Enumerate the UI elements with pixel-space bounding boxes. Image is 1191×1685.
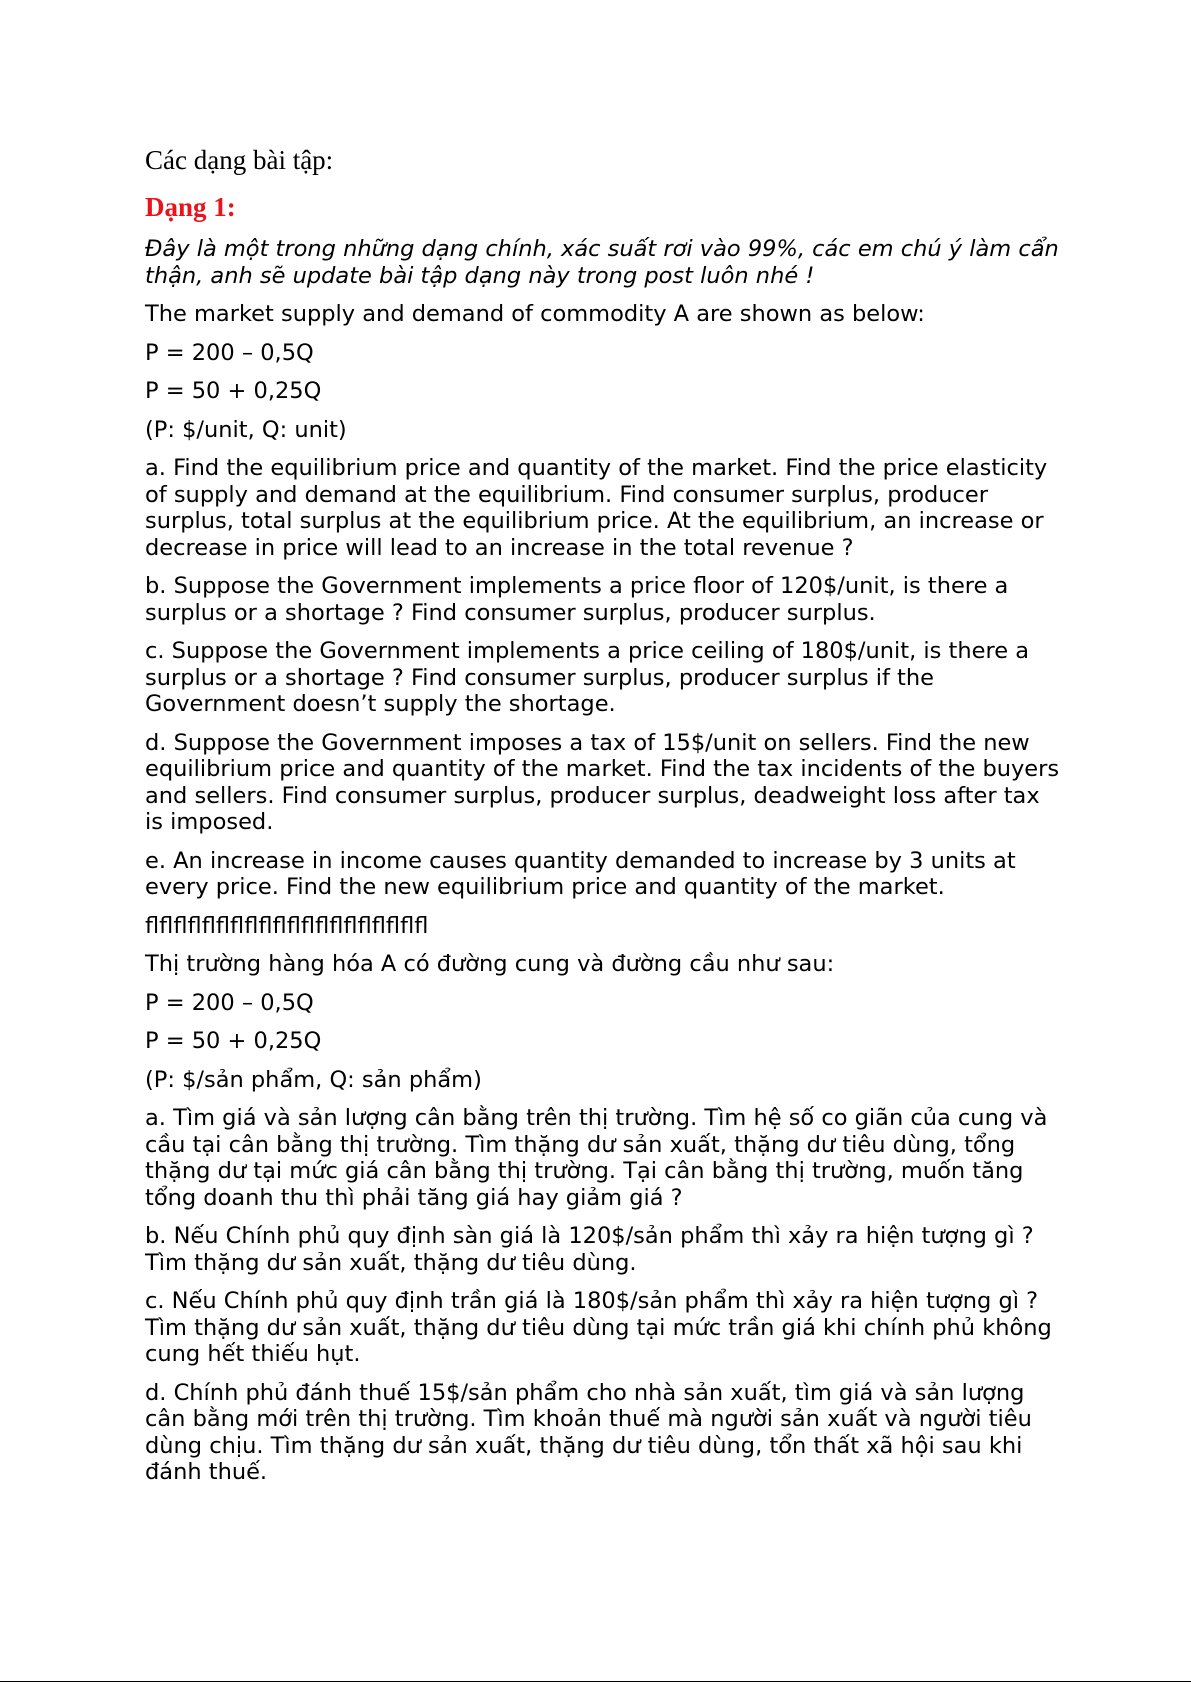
document-content [145, 143, 1060, 1498]
english-lead: The market supply and demand of commodity A are shown as below: [145, 301, 925, 327]
vietnamese-supply-equation: P = 50 + 0,25Q [145, 1028, 322, 1054]
english-question-b: b. Suppose the Government implements a price floor of 120$/unit, is there a surplus or a shortage ? Find consumer surplus, producer surplus. [145, 573, 1009, 626]
vietnamese-units: (P: $/sản phẩm, Q: sản phẩm) [145, 1066, 482, 1093]
vietnamese-question-c: c. Nếu Chính phủ quy định trần giá là 180$/sản phẩm thì xảy ra hiện tượng gì ? Tìm thặng dư sản xuất, thặng dư tiêu dùng tại mức trần giá khi chính phủ không cung hết thiếu hụt. [145, 1288, 1052, 1367]
vietnamese-question-b: b. Nếu Chính phủ quy định sàn giá là 120$/sản phẩm thì xảy ra hiện tượng gì ? Tìm thặng dư sản xuất, thặng dư tiêu dùng. [145, 1223, 1034, 1276]
english-question-c: c. Suppose the Government implements a price ceiling of 180$/unit, is there a surplus or a shortage ? Find consumer surplus, producer surplus if the Government doesn’t supply the shortage. [145, 638, 1029, 717]
vietnamese-lead: Thị trường hàng hóa A có đường cung và đường cầu như sau: [145, 951, 835, 977]
english-question-e: e. An increase in income causes quantity demanded to increase by 3 units at every price. Find the new equilibrium price and quantity of the market. [145, 847, 1016, 900]
english-units: (P: $/unit, Q: unit) [145, 416, 347, 443]
document-title: Các dạng bài tập: [145, 145, 334, 175]
english-supply-equation: P = 50 + 0,25Q [145, 378, 322, 404]
vietnamese-demand-equation: P = 200 – 0,5Q [145, 989, 314, 1016]
page-bottom-border [0, 1681, 1191, 1682]
english-question-a: a. Find the equilibrium price and quantity of the market. Find the price elasticity of supply and demand at the equilibrium. Find consumer surplus, producer surplus, total surplus at the equilibrium price. At the equilibrium, an increase or decrease in price will lead to an increase in the total revenue ? [145, 455, 1048, 561]
english-demand-equation: P = 200 – 0,5Q [145, 339, 314, 366]
section-heading: Dạng 1: [145, 192, 236, 222]
vietnamese-question-d: d. Chính phủ đánh thuế 15$/sản phẩm cho nhà sản xuất, tìm giá và sản lượng cân bằng mới trên thị trường. Tìm khoản thuế mà người sản xuất và người tiêu dùng chịu. Tìm thặng dư sản xuất, thặng dư tiêu dùng, tổn thất xã hội sau khi đánh thuế. [145, 1379, 1032, 1485]
vietnamese-question-a: a. Tìm giá và sản lượng cân bằng trên thị trường. Tìm hệ số co giãn của cung và cầu tại cân bằng thị trường. Tìm thặng dư sản xuất, thặng dư tiêu dùng, tổng thặng dư tại mức giá cân bằng thị trường. Tại cân bằng thị trường, muốn tăng tổng doanh thu thì phải tăng giá hay giảm giá ? [145, 1105, 1048, 1211]
separator-line: flflflflflflflflflflflflflflflflflflflfl [145, 912, 429, 939]
english-question-d: d. Suppose the Government imposes a tax of 15$/unit on sellers. Find the new equilibrium price and quantity of the market. Find the tax incidents of the buyers and sellers. Find consumer surplus, producer surplus, deadweight loss after tax is imposed. [145, 729, 1060, 835]
intro-note: Đây là một trong những dạng chính, xác suất rơi vào 99%, các em chú ý làm cẩn thận, anh sẽ update bài tập dạng này trong post luôn nhé ! [145, 236, 1059, 289]
